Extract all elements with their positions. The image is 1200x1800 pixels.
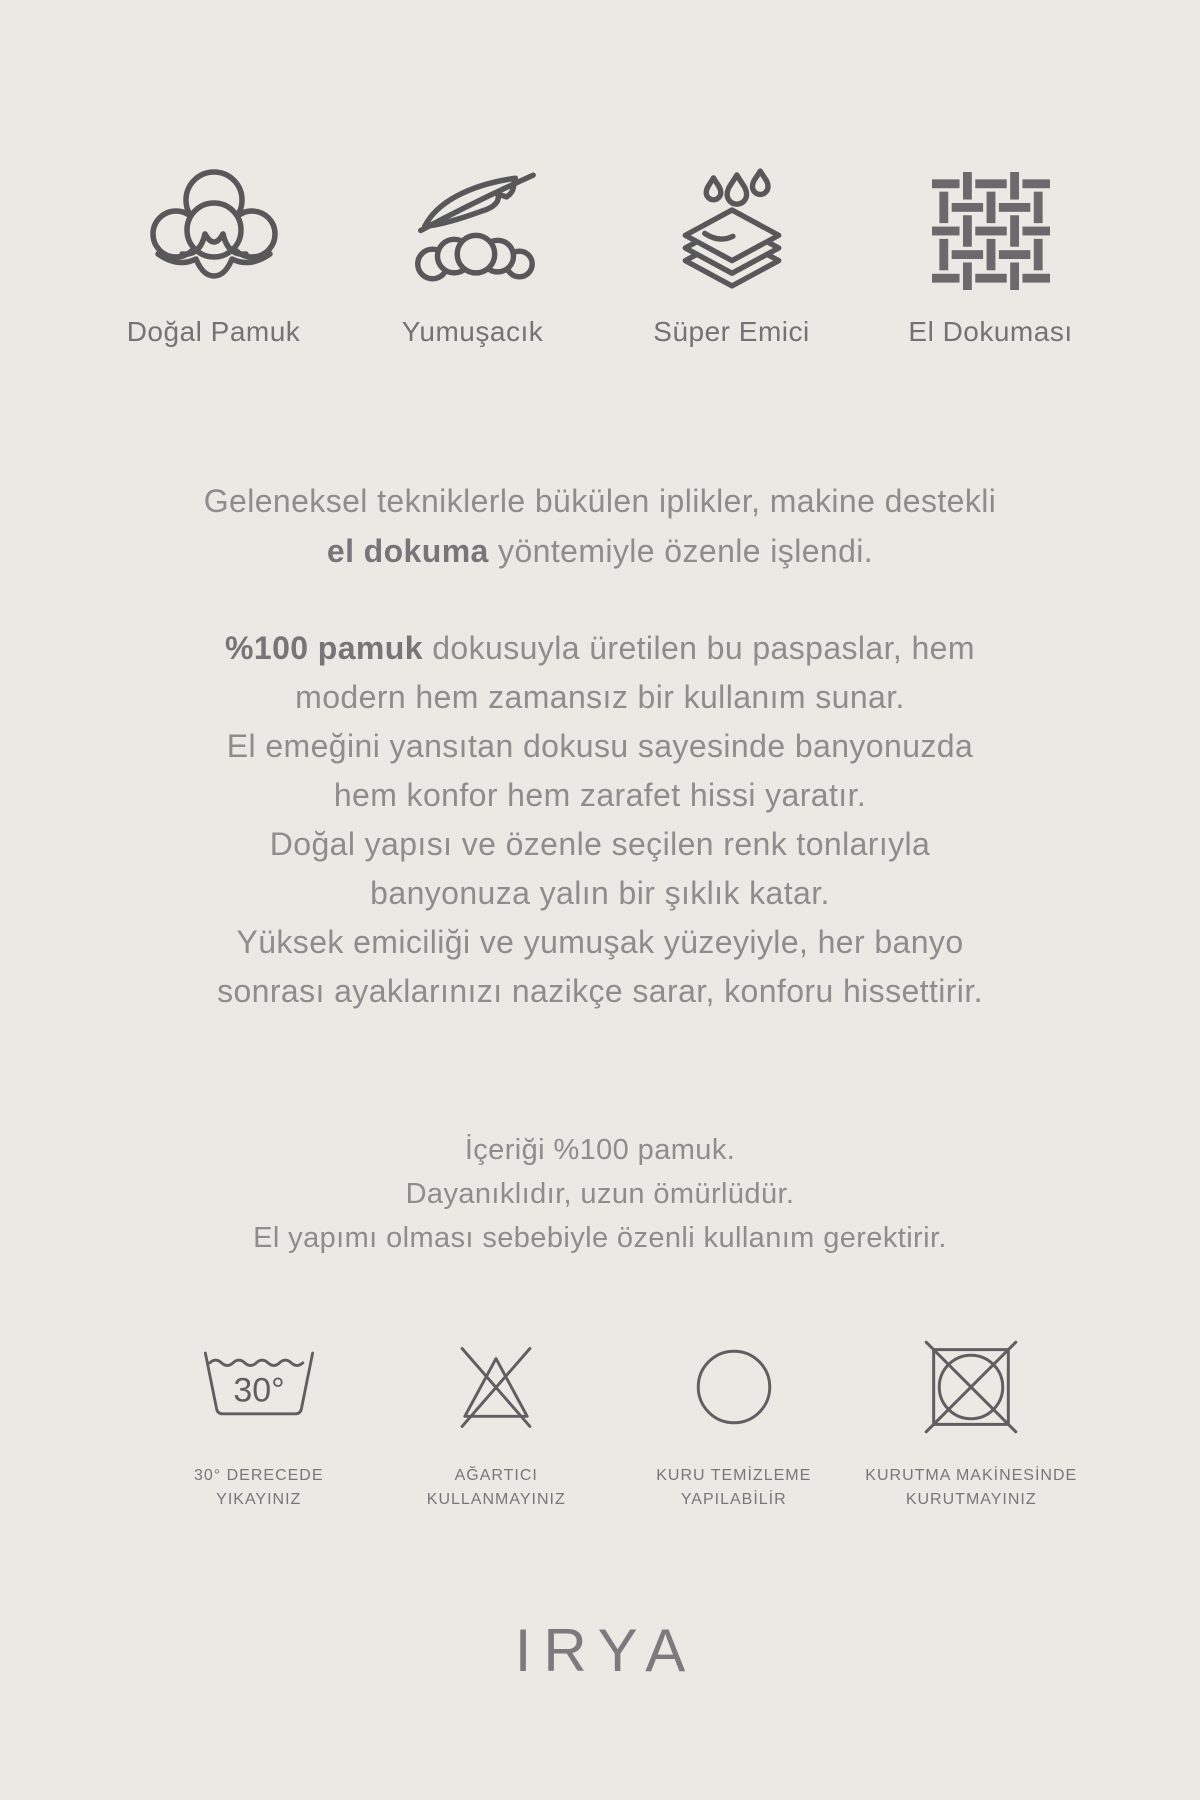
absorbent-layers-icon bbox=[659, 167, 805, 290]
intro-line: Geleneksel tekniklerle bükülen iplikler, makine destekli bbox=[203, 483, 997, 519]
description-line: Doğal yapısı ve özenle seçilen renk tonlarıyla bbox=[269, 826, 931, 862]
dry-clean-icon bbox=[679, 1332, 789, 1442]
description-line: %100 pamuk dokusuyla üretilen bu paspaslar, hem bbox=[225, 630, 975, 666]
hand-weave-icon bbox=[932, 172, 1050, 290]
description-line: sonrası ayaklarınızı nazikçe sarar, konforu hissettirir. bbox=[217, 973, 983, 1009]
description-line: Yüksek emiciliği ve yumuşak yüzeyiyle, her banyo bbox=[236, 924, 964, 960]
feature-label: Yumuşacık bbox=[401, 316, 544, 347]
care-label: KURU TEMİZLEME YAPILABİLİR bbox=[656, 1467, 812, 1508]
care-no-tumble-dry bbox=[853, 1330, 1091, 1512]
wash-temperature: 30° bbox=[233, 1371, 285, 1410]
care-label: 30° DERECEDE YIKAYINIZ bbox=[193, 1467, 324, 1508]
feature-softness bbox=[343, 158, 602, 348]
description-line: El emeğini yansıtan dokusu sayesinde banyonuzda bbox=[226, 728, 974, 764]
care-no-bleach bbox=[378, 1330, 616, 1512]
composition-line: İçeriği %100 pamuk. bbox=[464, 1134, 736, 1166]
description-line: banyonuza yalın bir şıklık katar. bbox=[370, 875, 830, 911]
composition-block bbox=[0, 1128, 1200, 1260]
description-line: modern hem zamansız bir kullanım sunar. bbox=[295, 679, 905, 715]
care-wash-30 bbox=[140, 1330, 378, 1512]
feature-label: Süper Emici bbox=[653, 316, 810, 347]
bold-text: %100 pamuk bbox=[225, 630, 423, 666]
features-row bbox=[84, 158, 1120, 348]
feature-handwoven bbox=[861, 158, 1120, 348]
intro-paragraph bbox=[0, 476, 1200, 576]
care-label: AĞARTICI KULLANMAYINIZ bbox=[426, 1467, 566, 1508]
composition-line: Dayanıklıdır, uzun ömürlüdür. bbox=[405, 1178, 795, 1210]
care-label: KURUTMA MAKİNESİNDE KURUTMAYINIZ bbox=[865, 1467, 1078, 1508]
wash-30-icon bbox=[183, 1333, 335, 1441]
feather-cloud-icon bbox=[399, 165, 547, 290]
brand-logo: IRYA bbox=[514, 1617, 698, 1684]
composition-line: El yapımı olması sebebiyle özenli kullanım gerektirir. bbox=[253, 1222, 947, 1254]
feature-label: El Dokuması bbox=[908, 316, 1073, 347]
bold-text: el dokuma bbox=[326, 533, 489, 569]
no-bleach-icon bbox=[441, 1332, 551, 1442]
cotton-icon bbox=[144, 164, 284, 290]
care-dry-clean bbox=[615, 1330, 853, 1512]
feature-natural-cotton bbox=[84, 158, 343, 348]
feature-label: Doğal Pamuk bbox=[126, 316, 301, 347]
feature-absorbent bbox=[602, 158, 861, 348]
care-instructions-row bbox=[140, 1330, 1090, 1512]
intro-line: el dokuma yöntemiyle özenle işlendi. bbox=[326, 533, 874, 569]
no-tumble-dry-icon bbox=[915, 1331, 1027, 1443]
description-paragraph bbox=[0, 624, 1200, 1016]
description-line: hem konfor hem zarafet hissi yaratır. bbox=[333, 777, 867, 813]
